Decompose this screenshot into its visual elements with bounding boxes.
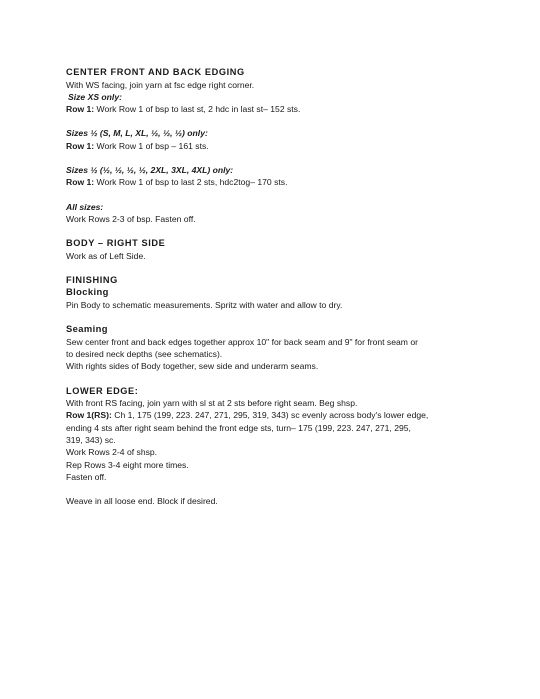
center-edging-intro: With WS facing, join yarn at fsc edge right corner.	[66, 79, 255, 90]
all-sizes-text: Work Rows 2-3 of bsp. Fasten off.	[66, 213, 196, 224]
row-text: Ch 1, 175 (199, 223. 247, 271, 295, 319, 343) sc evenly across body's lower edge,	[111, 410, 429, 421]
lower-edge-rep-rows: Rep Rows 3-4 eight more times.	[66, 459, 189, 470]
sizes-s-label: Sizes ½ (S, M, L, XL, ½, ½, ½) only:	[66, 128, 208, 139]
lower-edge-row1-cont: 319, 343) sc.	[66, 435, 116, 446]
sizes-s-row	[66, 140, 486, 152]
lower-edge-row1	[66, 409, 486, 421]
seaming-line: Sew center front and back edges together approx 10" for back seam and 9" for front seam or	[66, 336, 418, 347]
size-xs-label: Size XS only:	[68, 91, 122, 102]
seaming-line: With rights sides of Body together, sew side and underarm seams.	[66, 361, 319, 372]
pattern-text	[66, 66, 486, 508]
lower-edge-work-rows: Work Rows 2-4 of shsp.	[66, 447, 158, 458]
closing-text: Weave in all loose end. Block if desired.	[66, 496, 218, 507]
row-text: Work Row 1 of bsp – 161 sts.	[94, 140, 209, 151]
lower-edge-fasten: Fasten off.	[66, 471, 107, 482]
size-xs-row	[66, 103, 486, 115]
sizes-2xl-label: Sizes ½ (½, ½, ½, ½, 2XL, 3XL, 4XL) only:	[66, 164, 234, 175]
row-label: Row 1(RS):	[66, 410, 112, 421]
seaming-heading: Seaming	[66, 323, 108, 335]
center-edging-heading: CENTER FRONT AND BACK EDGING	[66, 67, 245, 77]
body-right-heading: BODY – RIGHT SIDE	[66, 238, 166, 249]
lower-edge-intro: With front RS facing, join yarn with sl st at 2 sts before right seam. Beg shsp.	[66, 398, 358, 409]
blocking-text: Pin Body to schematic measurements. Spritz with water and allow to dry.	[66, 299, 343, 310]
all-sizes-label: All sizes:	[66, 201, 104, 212]
sizes-2xl-row	[66, 176, 486, 188]
finishing-heading: FINISHING	[66, 274, 118, 285]
blocking-heading: Blocking	[66, 286, 109, 298]
row-label: Row 1:	[66, 104, 95, 115]
row-text: Work Row 1 of bsp to last st, 2 hdc in last st– 152 sts.	[94, 104, 301, 115]
seaming-line: to desired neck depths (see schematics).	[66, 349, 223, 360]
lower-edge-heading: LOWER EDGE:	[66, 385, 139, 396]
row-label: Row 1:	[66, 177, 95, 188]
body-right-text: Work as of Left Side.	[66, 250, 146, 261]
row-label: Row 1:	[66, 140, 95, 151]
lower-edge-row1-cont: ending 4 sts after right seam behind the front edge sts, turn– 175 (199, 223. 247, 271, 295,	[66, 422, 411, 433]
row-text: Work Row 1 of bsp to last 2 sts, hdc2tog– 170 sts.	[94, 177, 288, 188]
